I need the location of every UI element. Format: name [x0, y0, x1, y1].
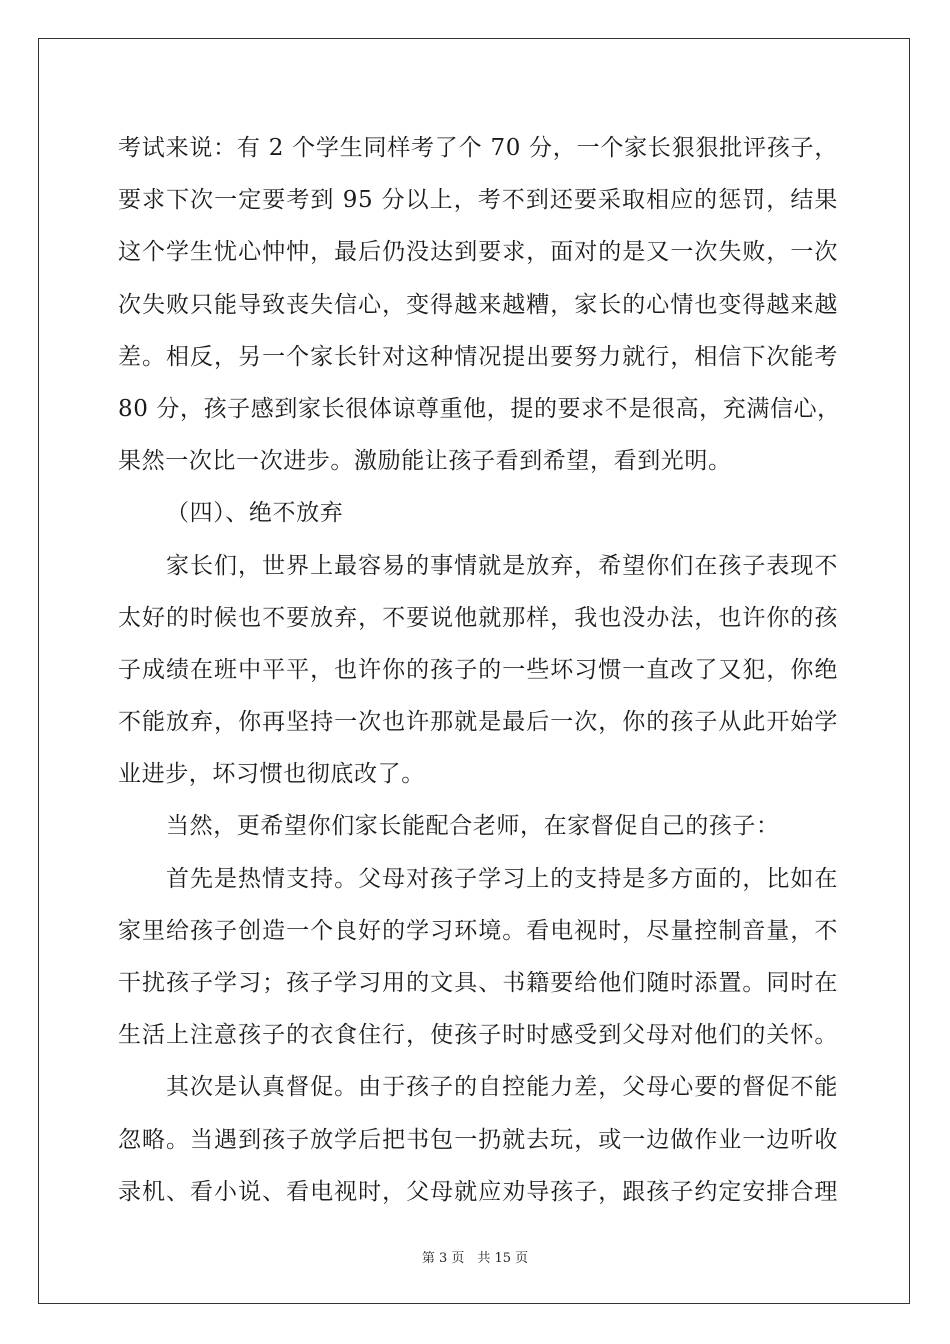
text-line: 忽略。当遇到孩子放学后把书包一扔就去玩，或一边做作业一边听收	[118, 1126, 838, 1153]
document-body	[118, 128, 841, 1224]
text-line: 80 分，孩子感到家长很体谅尊重他，提的要求不是很高，充满信心，	[118, 395, 841, 422]
text-line: 果然一次比一次进步。激励能让孩子看到希望，看到光明。	[118, 448, 732, 475]
text-line: 干扰孩子学习；孩子学习用的文具、书籍要给他们随时添置。同时在	[118, 970, 838, 996]
text-line: 考试来说：有 2 个学生同样考了个 70 分，一个家长狠狠批评孩子，	[118, 135, 838, 161]
text-line: 子成绩在班中平平，也许你的孩子的一些坏习惯一直改了又犯，你绝	[118, 656, 838, 683]
paragraph-first-line: 家长们，世界上最容易的事情就是放弃，希望你们在孩子表现不	[166, 552, 838, 579]
text-line: 家里给孩子创造一个良好的学习环境。看电视时，尽量控制音量，不	[118, 917, 838, 944]
text-line: 不能放弃，你再坚持一次也许那就是最后一次，你的孩子从此开始学	[118, 709, 838, 736]
text-line: 要求下次一定要考到 95 分以上，考不到还要采取相应的惩罚，结果	[118, 187, 838, 214]
text-line: 生活上注意孩子的衣食住行，使孩子时时感受到父母对他们的关怀。	[118, 1022, 838, 1049]
text-line: 这个学生忧心忡忡，最后仍没达到要求，面对的是又一次失败，一次	[118, 239, 838, 266]
text-line: 业进步，坏习惯也彻底改了。	[118, 761, 425, 788]
text-line: 录机、看小说、看电视时，父母就应劝导孩子，跟孩子约定安排合理	[118, 1178, 838, 1205]
paragraph-first-line: 首先是热情支持。父母对孩子学习上的支持是多方面的，比如在	[166, 865, 838, 892]
page-number-footer: 第 3 页 共 15 页	[421, 1251, 529, 1266]
text-line: 差。相反，另一个家长针对这种情况提出要努力就行，相信下次能考	[118, 343, 838, 370]
text-line: 太好的时候也不要放弃，不要说他就那样，我也没办法，也许你的孩	[118, 604, 838, 631]
text-line: 次失败只能导致丧失信心，变得越来越糟，家长的心情也变得越来越	[118, 291, 838, 318]
section-heading: （四）、绝不放弃	[166, 500, 344, 527]
paragraph-first-line: 其次是认真督促。由于孩子的自控能力差，父母心要的督促不能	[166, 1074, 838, 1101]
paragraph-first-line: 当然，更希望你们家长能配合老师，在家督促自己的孩子：	[166, 813, 780, 840]
